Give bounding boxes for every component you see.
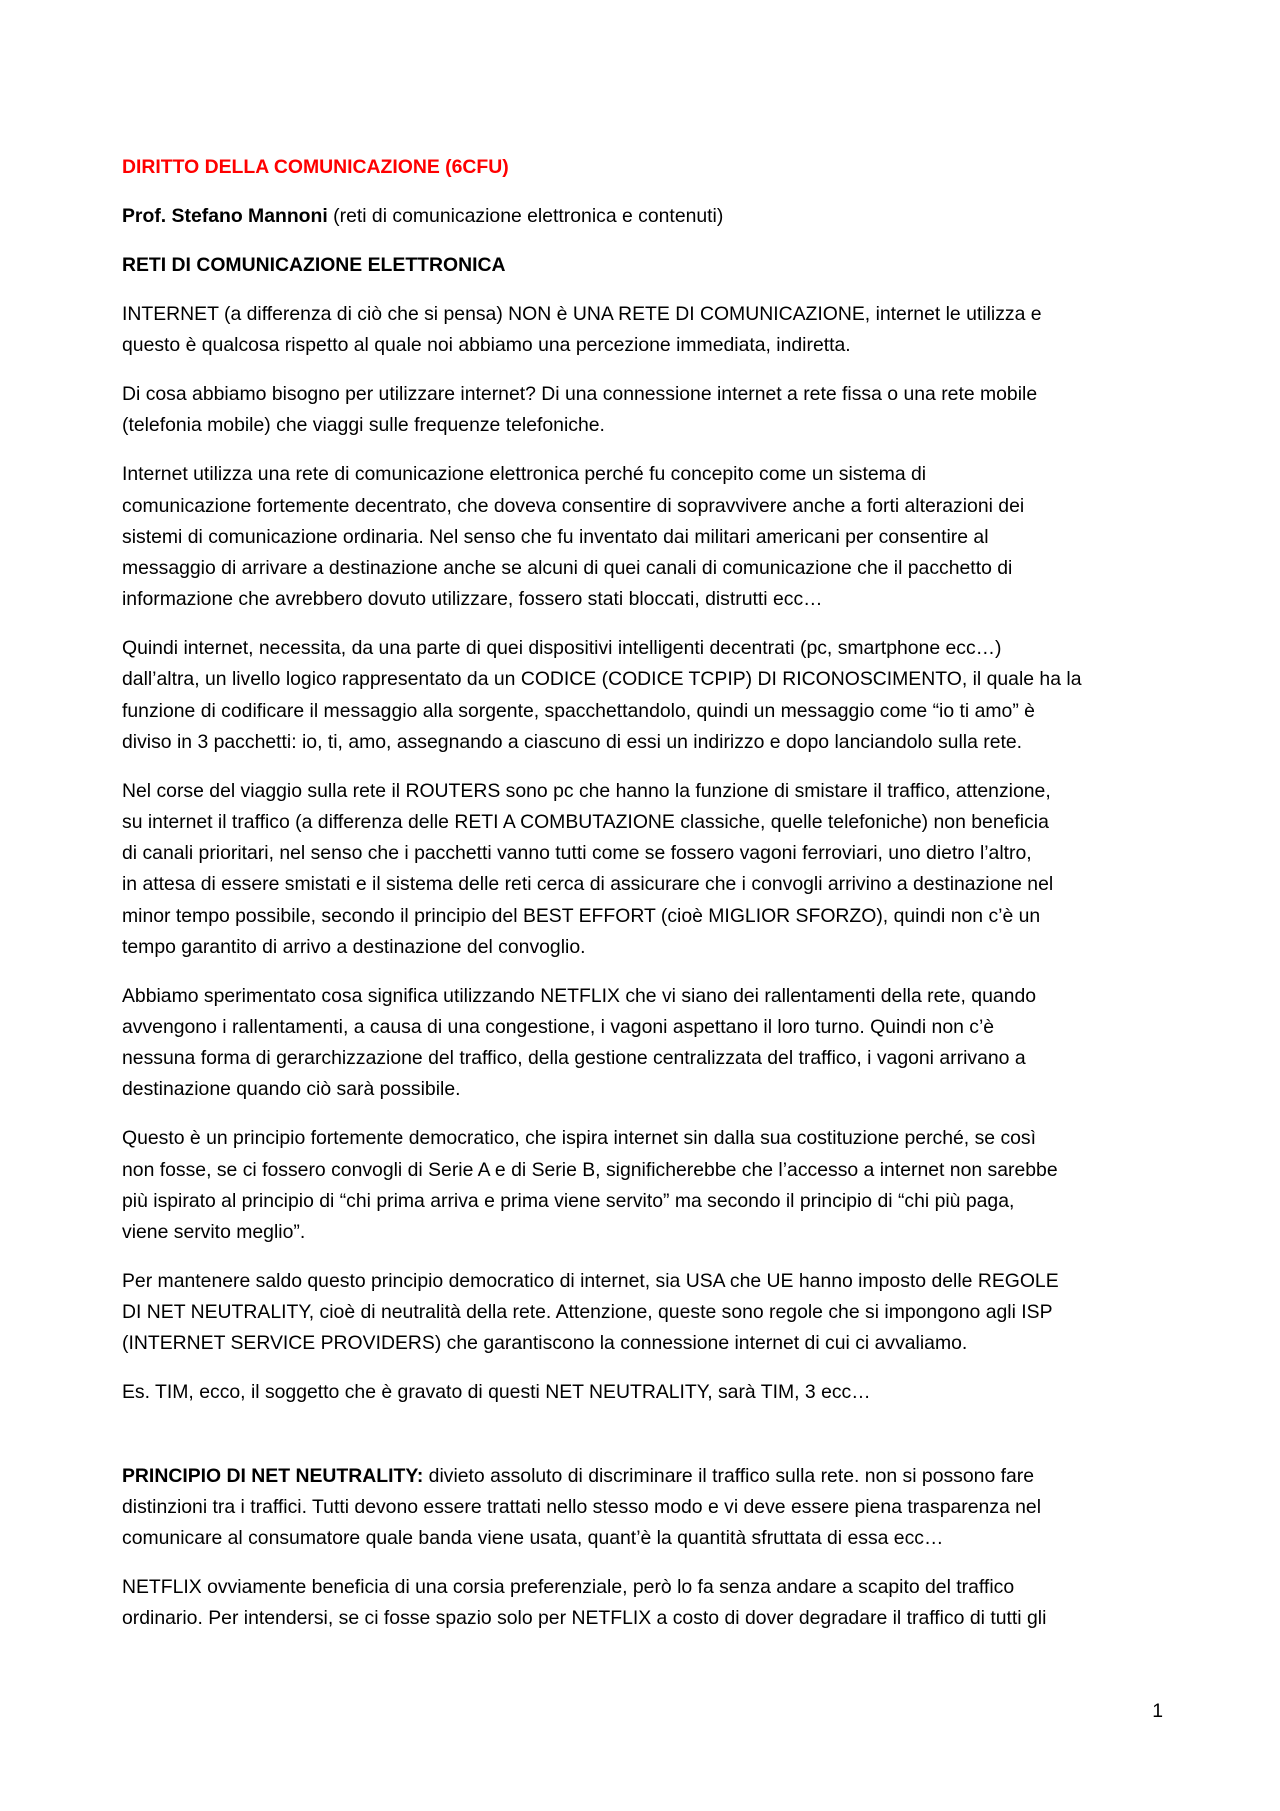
paragraph-9	[122, 1377, 1162, 1408]
paragraph-line: viene servito meglio”.	[122, 1221, 306, 1244]
paragraph-line: (telefonia mobile) che viaggi sulle frequenze telefoniche.	[122, 414, 605, 437]
paragraph-7	[122, 1123, 1162, 1248]
paragraph-line: sistemi di comunicazione ordinaria. Nel senso che fu inventato dai militari americani per consentire al	[122, 525, 989, 548]
paragraph-line: comunicare al consumatore quale banda viene usata, quant’è la quantità sfruttata di essa ecc…	[122, 1527, 944, 1550]
paragraph-4	[122, 633, 1162, 758]
paragraph-line: Abbiamo sperimentato cosa significa utilizzando NETFLIX che vi siano dei rallentamenti della rete, quando	[122, 984, 1037, 1007]
document-title: DIRITTO DELLA COMUNICAZIONE (6CFU)	[122, 156, 509, 178]
paragraph-line: Nel corse del viaggio sulla rete il ROUTERS sono pc che hanno la funzione di smistare il traffico, attenzione,	[122, 779, 1051, 802]
paragraph-line: minor tempo possibile, secondo il principio del BEST EFFORT (cioè MIGLIOR SFORZO), quindi non c’è un	[122, 904, 1041, 927]
section-heading: RETI DI COMUNICAZIONE ELETTRONICA	[122, 254, 506, 276]
document-page	[122, 152, 1162, 1652]
paragraph-line: funzione di codificare il messaggio alla sorgente, spacchettandolo, quindi un messaggio come “io ti amo” è	[122, 699, 1035, 722]
paragraph-line: destinazione quando ciò sarà possibile.	[122, 1078, 461, 1101]
paragraph-line: Quindi internet, necessita, da una parte di quei dispositivi intelligenti decentrati (pc, smartphone ecc…)	[122, 637, 1002, 660]
paragraph-line: Internet utilizza una rete di comunicazione elettronica perché fu concepito come un sistema di	[122, 463, 927, 486]
paragraph-line: di canali prioritari, nel senso che i pacchetti vanno tutti come se fossero vagoni ferroviari, uno dietro l’altro,	[122, 842, 1032, 865]
principle-label: PRINCIPIO DI NET NEUTRALITY:	[122, 1464, 424, 1487]
paragraph-line: Di cosa abbiamo bisogno per utilizzare internet? Di una connessione internet a rete fissa o una rete mobile	[122, 383, 1038, 406]
paragraph-1	[122, 299, 1162, 361]
paragraph-line: diviso in 3 pacchetti: io, ti, amo, assegnando a ciascuno di essi un indirizzo e dopo lanciandolo sulla rete.	[122, 730, 1023, 753]
paragraph-line: comunicazione fortemente decentrato, che doveva consentire di sopravvivere anche a forti alterazioni dei	[122, 494, 1025, 517]
paragraph-line: su internet il traffico (a differenza delle RETI A COMBUTAZIONE classiche, quelle telefoniche) non beneficia	[122, 811, 1049, 834]
paragraph-line: DI NET NEUTRALITY, cioè di neutralità della rete. Attenzione, queste sono regole che si impongono agli ISP	[122, 1301, 1053, 1324]
paragraph-line: NETFLIX ovviamente beneficia di una corsia preferenziale, però lo fa senza andare a scapito del traffico	[122, 1576, 1015, 1599]
paragraph-line: nessuna forma di gerarchizzazione del traffico, della gestione centralizzata del traffico, i vagoni arrivano a	[122, 1047, 1026, 1070]
page-number: 1	[1152, 1700, 1163, 1722]
principle-text: divieto assoluto di discriminare il traffico sulla rete. non si possono fare	[423, 1464, 1035, 1487]
paragraph-netflix	[122, 1572, 1162, 1634]
paragraph-line	[122, 1461, 1162, 1492]
paragraph-8	[122, 1266, 1162, 1360]
professor-name: Prof. Stefano Mannoni	[122, 205, 328, 227]
paragraph-line: informazione che avrebbero dovuto utilizzare, fossero stati bloccati, distrutti ecc…	[122, 588, 823, 611]
paragraph-line: INTERNET (a differenza di ciò che si pensa) NON è UNA RETE DI COMUNICAZIONE, internet le utilizza e	[122, 303, 1042, 325]
paragraph-line: dall’altra, un livello logico rappresentato da un CODICE (CODICE TCPIP) DI RICONOSCIMENTO, il quale ha la	[122, 668, 1082, 691]
paragraph-line: più ispirato al principio di “chi prima arriva e prima viene servito” ma secondo il principio di “chi più paga,	[122, 1189, 1015, 1212]
paragraph-line: (INTERNET SERVICE PROVIDERS) che garantiscono la connessione internet di cui ci avvaliamo.	[122, 1332, 968, 1355]
paragraph-line: non fosse, se ci fossero convogli di Serie A e di Serie B, significherebbe che l’accesso a internet non sarebbe	[122, 1158, 1058, 1181]
paragraph-line: Per mantenere saldo questo principio democratico di internet, sia USA che UE hanno imposto delle REGOLE	[122, 1270, 1059, 1293]
net-neutrality-principle	[122, 1461, 1162, 1555]
paragraph-line: distinzioni tra i traffici. Tutti devono essere trattati nello stesso modo e vi deve essere piena trasparenza nel	[122, 1495, 1042, 1518]
paragraph-line: questo è qualcosa rispetto al quale noi abbiamo una percezione immediata, indiretta.	[122, 334, 851, 357]
professor-line	[122, 201, 1162, 232]
paragraph-3	[122, 459, 1162, 615]
paragraph-5	[122, 776, 1162, 963]
paragraph-line: in attesa di essere smistati e il sistema delle reti cerca di assicurare che i convogli arrivino a destinazione nel	[122, 873, 1054, 896]
paragraph-line: avvengono i rallentamenti, a causa di una congestione, i vagoni aspettano il loro turno. Quindi non c’è	[122, 1016, 995, 1039]
professor-note: (reti di comunicazione elettronica e contenuti)	[327, 205, 724, 227]
paragraph-line: Questo è un principio fortemente democratico, che ispira internet sin dalla sua costituzione perché, se così	[122, 1127, 1037, 1150]
paragraph-line: ordinario. Per intendersi, se ci fosse spazio solo per NETFLIX a costo di dover degradare il traffico di tutti gli	[122, 1607, 1047, 1630]
paragraph-line: messaggio di arrivare a destinazione anche se alcuni di quei canali di comunicazione che il pacchetto di	[122, 557, 1013, 580]
paragraph-2	[122, 379, 1162, 441]
paragraph-6	[122, 981, 1162, 1106]
paragraph-line: Es. TIM, ecco, il soggetto che è gravato di questi NET NEUTRALITY, sarà TIM, 3 ecc…	[122, 1381, 871, 1404]
paragraph-line: tempo garantito di arrivo a destinazione del convoglio.	[122, 935, 586, 958]
